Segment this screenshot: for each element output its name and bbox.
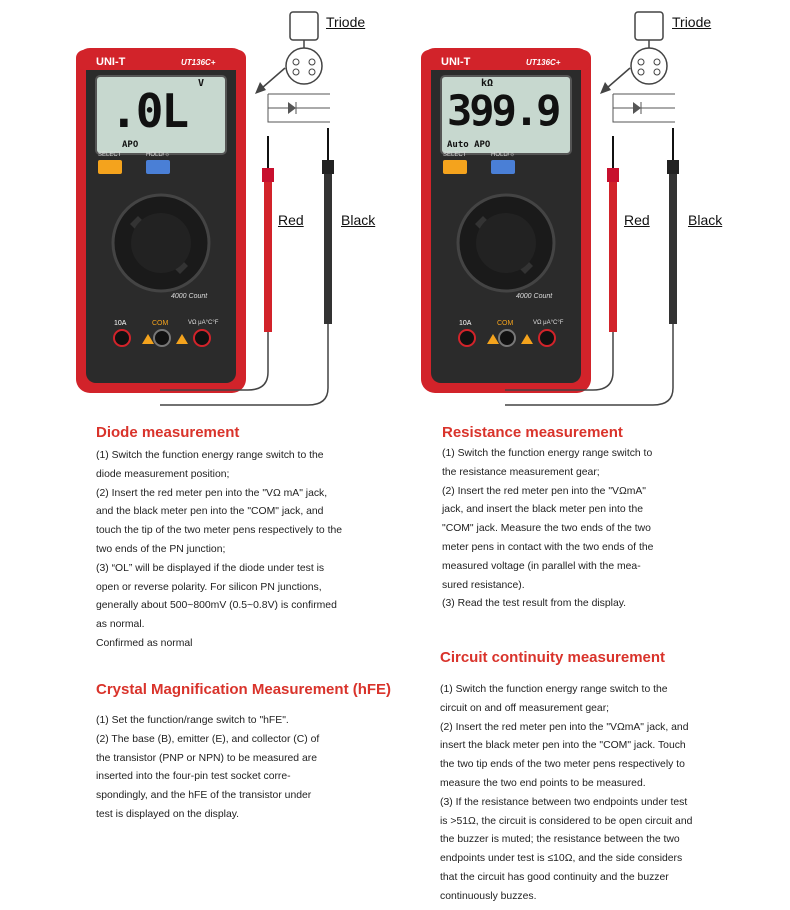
continuity-section-title: Circuit continuity measurement bbox=[440, 649, 666, 666]
count-label: 4000 Count bbox=[171, 293, 208, 300]
triode-label: Triode bbox=[672, 14, 712, 30]
hfe-section-body bbox=[96, 712, 319, 825]
text-line: that the circuit has good continuity and the buzzer bbox=[440, 871, 669, 883]
text-line: (2) The base (B), emitter (E), and collector (C) of bbox=[96, 733, 320, 745]
select-button-label: SELECT bbox=[443, 152, 467, 158]
diode-section-body bbox=[96, 447, 342, 654]
text-line: inserted into the four-pin test socket corre- bbox=[96, 771, 291, 783]
text-line: diode measurement position; bbox=[96, 468, 230, 480]
count-label: 4000 Count bbox=[516, 293, 553, 300]
continuity-section-body bbox=[440, 681, 692, 907]
text-line: is >51Ω, the circuit is considered to be open circuit and bbox=[440, 815, 693, 827]
probe-wiring bbox=[495, 10, 725, 410]
brand-label: UNI-T bbox=[441, 56, 471, 68]
lcd-status: APO bbox=[122, 140, 139, 150]
text-line: (1) Switch the function energy range switch to the bbox=[440, 684, 668, 695]
text-line: endpoints under test is ≤10Ω, and the side considers bbox=[440, 853, 683, 865]
hfe-section-title: Crystal Magnification Measurement (hFE) bbox=[96, 681, 392, 698]
jack-10a-label: 10A bbox=[459, 320, 472, 327]
lcd-reading: .0L bbox=[110, 84, 188, 138]
text-line: spondingly, and the hFE of the transistor under bbox=[96, 790, 312, 802]
text-line: generally about 500~800mV (0.5~0.8V) is confirmed bbox=[96, 600, 337, 612]
probe-wiring bbox=[150, 10, 380, 410]
jack-v-label: VΩ μA°C°F bbox=[533, 320, 564, 326]
text-line: touch the tip of the two meter pens respectively to the bbox=[96, 525, 343, 537]
lcd-unit: kΩ bbox=[481, 78, 494, 89]
text-line: sured resistance). bbox=[442, 579, 525, 591]
text-line: meter pens in contact with the two ends of the bbox=[442, 541, 654, 553]
text-line: two ends of the PN junction; bbox=[96, 543, 226, 555]
black-probe-label: Black bbox=[688, 212, 723, 228]
text-line: the two tip ends of the two meter pens respectively to bbox=[440, 759, 685, 771]
text-line: (1) Set the function/range switch to "hFE". bbox=[96, 715, 289, 726]
red-probe-label: Red bbox=[624, 212, 650, 228]
text-line: (3) Read the test result from the display. bbox=[442, 598, 627, 610]
text-line: measure the two end points to be measured. bbox=[440, 777, 646, 789]
diode-section-title: Diode measurement bbox=[96, 424, 240, 441]
text-line: (1) Switch the function energy range switch to the bbox=[96, 450, 324, 461]
model-label: UT136C+ bbox=[181, 58, 216, 67]
jack-com-label: COM bbox=[152, 320, 169, 327]
resistance-section-title: Resistance measurement bbox=[442, 424, 623, 441]
lcd-reading: 399.9 bbox=[447, 86, 559, 135]
text-line: open or reverse polarity. For silicon PN junctions, bbox=[96, 581, 322, 593]
text-line: (3) “OL” will be displayed if the diode under test is bbox=[96, 562, 325, 574]
text-line: (1) Switch the function energy range switch to bbox=[442, 448, 653, 459]
hold-button-label: HOLD/☼ bbox=[491, 152, 515, 158]
jack-10a-label: 10A bbox=[114, 320, 127, 327]
jack-com-label: COM bbox=[497, 320, 514, 327]
text-line: the buzzer is muted; the resistance between the two bbox=[440, 834, 680, 846]
resistance-section-body bbox=[442, 445, 653, 614]
red-probe-label: Red bbox=[278, 212, 304, 228]
brand-label: UNI-T bbox=[96, 56, 126, 68]
text-line: (3) If the resistance between two endpoints under test bbox=[440, 796, 688, 808]
hold-button-label: HOLD/☼ bbox=[146, 152, 170, 158]
text-line: jack, and insert the black meter pen into the bbox=[442, 504, 643, 516]
text-line: "COM" jack. Measure the two ends of the two bbox=[442, 523, 651, 535]
black-probe-label: Black bbox=[341, 212, 376, 228]
text-line: (2) Insert the red meter pen into the "VΩmA" jack, and bbox=[440, 721, 689, 733]
lcd-status: Auto APO bbox=[447, 140, 491, 150]
jack-v-label: VΩ μA°C°F bbox=[188, 320, 219, 326]
text-line: the resistance measurement gear; bbox=[442, 466, 600, 478]
text-line: the transistor (PNP or NPN) to be measured are bbox=[96, 752, 317, 764]
text-line: insert the black meter pen into the "COM" jack. Touch bbox=[440, 740, 686, 752]
triode-label: Triode bbox=[326, 14, 366, 30]
text-line: test is displayed on the display. bbox=[96, 808, 240, 820]
text-line: circuit on and off measurement gear; bbox=[440, 702, 610, 714]
text-line: continuously buzzes. bbox=[440, 890, 537, 902]
lcd-unit: V bbox=[198, 78, 205, 89]
model-label: UT136C+ bbox=[526, 58, 561, 67]
text-line: as normal. bbox=[96, 619, 145, 631]
text-line: measured voltage (in parallel with the mea- bbox=[442, 560, 641, 572]
text-line: and the black meter pen into the "COM" jack, and bbox=[96, 506, 324, 518]
text-line: Confirmed as normal bbox=[96, 637, 193, 649]
select-button-label: SELECT bbox=[98, 152, 122, 158]
text-line: (2) Insert the red meter pen into the "VΩmA" bbox=[442, 485, 646, 497]
text-line: (2) Insert the red meter pen into the "VΩ mA" jack, bbox=[96, 487, 328, 499]
